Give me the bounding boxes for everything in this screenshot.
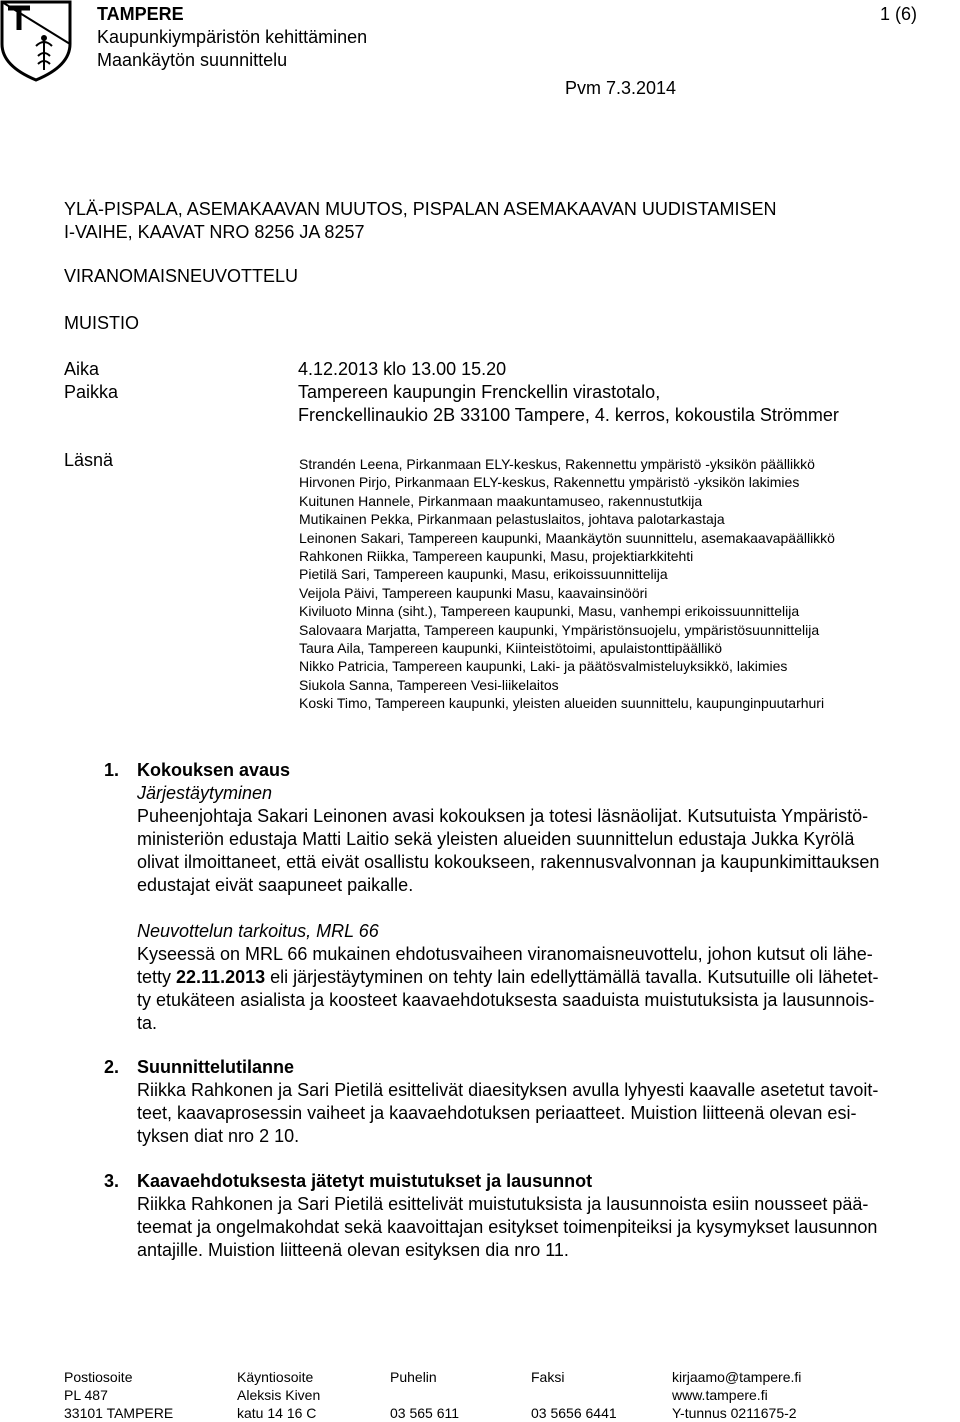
place-value-line-2: Frenckellinaukio 2B 33100 Tampere, 4. kerros, kokoustila Strömmer (298, 405, 839, 425)
attendee: Mutikainen Pekka, Pirkanmaan pelastuslaitos, johtava palotarkastaja (299, 511, 725, 528)
attendee: Nikko Patricia, Tampereen kaupunki, Laki- ja päätösvalmisteluyksikkö, lakimies (299, 658, 788, 675)
attendee: Kuitunen Hannele, Pirkanmaan maakuntamuseo, rakennustutkija (299, 492, 703, 509)
section-2-heading: Suunnittelutilanne (137, 1057, 294, 1077)
section-3 (137, 1170, 957, 1262)
attendee: Rahkonen Riikka, Tampereen kaupunki, Masu, projektiarkkitehti (299, 548, 694, 565)
section-3-heading: Kaavaehdotuksesta jätetyt muistutukset ja lausunnot (137, 1171, 593, 1191)
paragraph-line: Riikka Rahkonen ja Sari Pietilä esittelivät diaesityksen avulla lyhyesti kaavalle asetetut tavoit- (137, 1080, 879, 1100)
attendee: Pietilä Sari, Tampereen kaupunki, Masu, erikoissuunnittelija (299, 566, 668, 583)
section-1-subheading-1: Järjestäytyminen (137, 783, 273, 803)
attendee: Veijola Päivi, Tampereen kaupunki Masu, kaavainsinööri (299, 584, 648, 601)
paragraph-line: antajille. Muistion liitteenä olevan esityksen dia nro 11. (137, 1240, 569, 1260)
section-1-subheading-2: Neuvottelun tarkoitus, MRL 66 (137, 921, 379, 941)
attendee: Kiviluoto Minna (siht.), Tampereen kaupunki, Masu, vanhempi erikoissuunnittelija (299, 603, 800, 620)
attendee: Salovaara Marjatta, Tampereen kaupunki, Ympäristönsuojelu, ympäristösuunnittelija (299, 621, 820, 638)
attendee: Taura Aila, Tampereen kaupunki, Kiinteistötoimi, apulaistonttipäällikö (299, 640, 723, 657)
time-value: 4.12.2013 klo 13.00 15.20 (298, 359, 507, 379)
attendee-list (299, 455, 835, 713)
document-type: MUISTIO (64, 313, 139, 333)
footer-text: Käyntiosoite (237, 1369, 314, 1385)
tampere-coat-of-arms-icon (0, 0, 72, 82)
paragraph-line: tyksen diat nro 2 10. (137, 1126, 300, 1146)
paragraph-line: teet, kaavaprosessin vaiheet ja kaavaehdotuksen periaatteet. Muistion liitteenä olevan esi- (137, 1103, 857, 1123)
attendee: Koski Timo, Tampereen kaupunki, yleisten alueiden suunnittelu, kaupunginpuutarhuri (299, 695, 825, 712)
section-1-number: 1. (104, 760, 120, 780)
meeting-type: VIRANOMAISNEUVOTTELU (64, 266, 299, 286)
footer-contact (672, 1368, 801, 1422)
footer-text (531, 1386, 617, 1404)
document-title-line-1: YLÄ-PISPALA, ASEMAKAAVAN MUUTOS, PISPALAN ASEMAKAAVAN UUDISTAMISEN (64, 199, 777, 219)
footer (64, 1368, 944, 1422)
footer-fax (531, 1368, 617, 1422)
place-label: Paikka (64, 382, 119, 402)
footer-text: Postiosoite (64, 1369, 133, 1385)
document-title-line-2: I-VAIHE, KAAVAT NRO 8256 JA 8257 (64, 222, 365, 242)
section-2 (137, 1056, 957, 1148)
unit: Maankäytön suunnittelu (97, 50, 288, 70)
letterhead (97, 3, 367, 72)
paragraph-line: ty etukäteen asialista ja koosteet kaavaehdotuksesta saaduista muistutuksista ja lausunnois- (137, 990, 875, 1010)
attendee: Hirvonen Pirjo, Pirkanmaan ELY-keskus, Rakennettu ympäristö -yksikön lakimies (299, 474, 800, 491)
section-1-heading: Kokouksen avaus (137, 760, 291, 780)
section-2-number: 2. (104, 1057, 120, 1077)
attendee: Siukola Sanna, Tampereen Vesi-liikelaitos (299, 676, 559, 693)
attendee: Strandén Leena, Pirkanmaan ELY-keskus, Rakennettu ympäristö -yksikön päällikkö (299, 456, 815, 472)
page-number: 1 (6) (880, 4, 918, 24)
department: Kaupunkiympäristön kehittäminen (97, 27, 368, 47)
paragraph-line (137, 966, 957, 989)
invitation-date: 22.11.2013 (176, 967, 266, 987)
footer-text: Faksi (531, 1369, 565, 1385)
paragraph-line: Riikka Rahkonen ja Sari Pietilä esittelivät muistutuksista ja lausunnoista esiin nousseet pää- (137, 1194, 869, 1214)
paragraph-line: olivat ilmoittaneet, että eivät osallistu kokoukseen, rakennusvalvonnan ja kaupunkimittauksen (137, 852, 880, 872)
attendee: Leinonen Sakari, Tampereen kaupunki, Maankäytön suunnittelu, asemakaavapäällikkö (299, 529, 835, 546)
paragraph-line: teemat ja ongelmakohdat sekä kaavoittajan esitykset toimenpiteiksi ja kysymykset lausunnon (137, 1217, 878, 1237)
footer-visiting (237, 1368, 320, 1422)
footer-text: Puhelin (390, 1369, 437, 1385)
place-value-line-1: Tampereen kaupungin Frenckellin virastotalo, (298, 382, 661, 402)
paragraph-line: ministeriön edustaja Matti Laitio sekä yleisten alueiden suunnittelun edustaja Jukka Kyrölä (137, 829, 855, 849)
paragraph-line: edustajat eivät saapuneet paikalle. (137, 875, 414, 895)
org-name: TAMPERE (97, 4, 184, 24)
section-1 (137, 759, 957, 1035)
attendees-label: Läsnä (64, 450, 114, 470)
footer-text: PL 487 (64, 1387, 108, 1403)
footer-text: 03 5656 6441 (531, 1405, 617, 1421)
business-id: Y-tunnus 0211675-2 (672, 1405, 797, 1421)
paragraph-line: Puheenjohtaja Sakari Leinonen avasi kokouksen ja totesi läsnäolijat. Kutsutuista Ympäristö- (137, 806, 869, 826)
footer-text: 03 565 611 (390, 1405, 460, 1421)
email-link[interactable]: kirjaamo@tampere.fi (672, 1369, 802, 1385)
section-3-number: 3. (104, 1171, 120, 1191)
paragraph-line: ta. (137, 1013, 158, 1033)
document-date: Pvm 7.3.2014 (565, 78, 677, 98)
footer-postal (64, 1368, 173, 1422)
footer-text (390, 1386, 459, 1404)
footer-phone (390, 1368, 459, 1422)
footer-text: Aleksis Kiven (237, 1387, 321, 1403)
footer-text: 33101 TAMPERE (64, 1405, 174, 1421)
paragraph-line: Kyseessä on MRL 66 mukainen ehdotusvaiheen viranomaisneuvottelu, johon kutsut oli lähe- (137, 944, 873, 964)
website-link[interactable]: www.tampere.fi (672, 1387, 768, 1403)
footer-text: katu 14 16 C (237, 1405, 317, 1421)
text: tetty (137, 967, 177, 987)
text: eli järjestäytyminen on tehty lain edellyttämällä tavalla. Kutsutuille oli lähetet- (265, 967, 879, 987)
time-label: Aika (64, 359, 100, 379)
